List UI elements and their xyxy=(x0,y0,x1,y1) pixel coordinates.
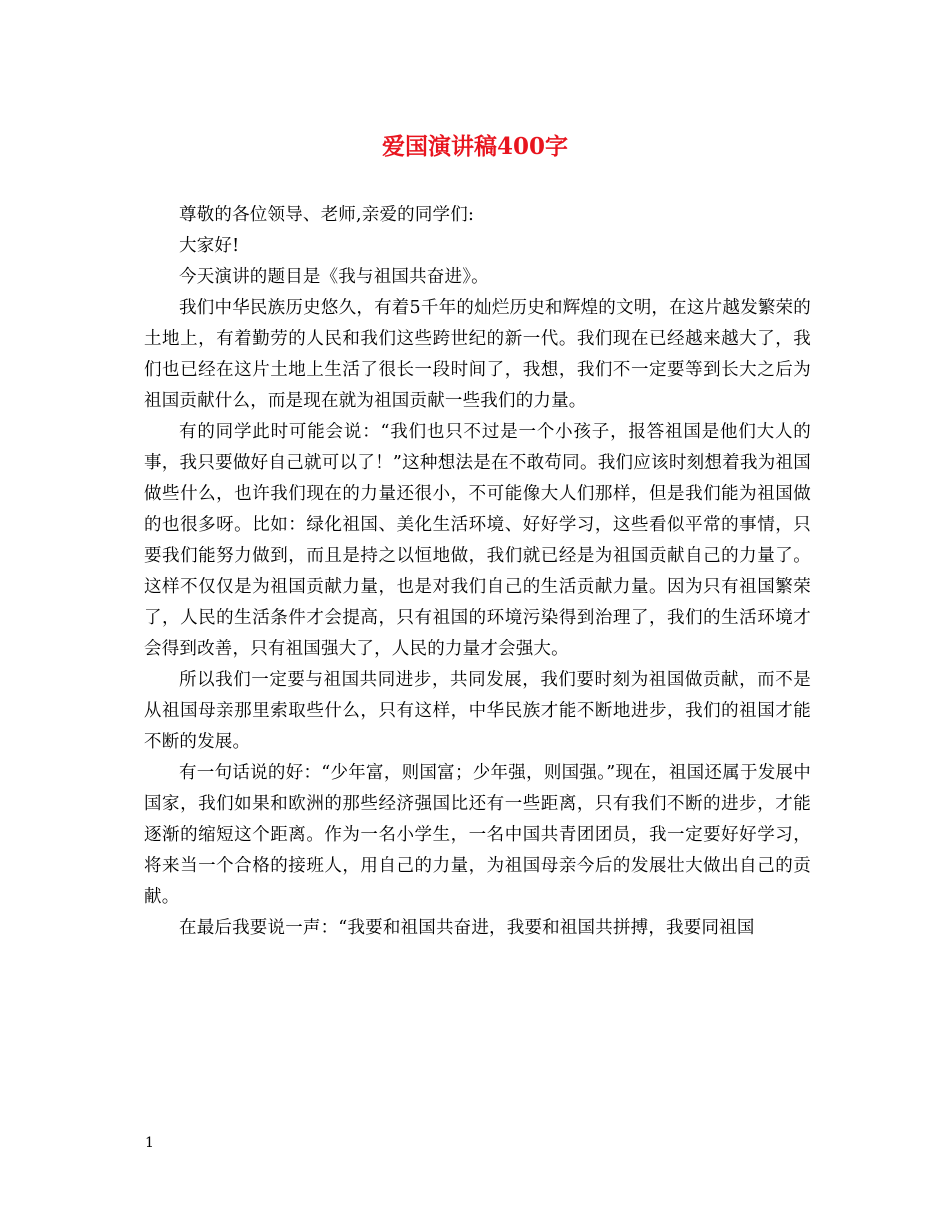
body-paragraph: 有的同学此时可能会说：“我们也只不过是一个小孩子，报答祖国是他们大人的事，我只要做好自己就可以了！”这种想法是在不敢苟同。我们应该时刻想着我为祖国做些什么，也许我们现在的力量还很小，不可能像大人们那样，但是我们能为祖国做的也很多呀。比如：绿化祖国、美化生活环境、好好学习，这些看似平常的事情，只要我们能努力做到，而且是持之以恒地做，我们就已经是为祖国贡献自己的力量了。这样不仅仅是为祖国贡献力量，也是对我们自己的生活贡献力量。因为只有祖国繁荣了，人民的生活条件才会提高，只有祖国的环境污染得到治理了，我们的生活环境才会得到改善，只有祖国强大了，人民的力量才会强大。 xyxy=(144,422,811,659)
greeting-paragraph: 大家好! xyxy=(179,236,240,256)
salutation-paragraph: 尊敬的各位领导、老师,亲爱的同学们: xyxy=(179,205,475,225)
topic-paragraph: 今天演讲的题目是《我与祖国共奋进》。 xyxy=(179,267,489,287)
body-paragraph: 有一句话说的好：“少年富，则国富；少年强，则国强。”现在，祖国还属于发展中国家，我们如果和欧洲的那些经济强国比还有一些距离，只有我们不断的进步，才能逐渐的缩短这个距离。作为一名小学生，一名中国共青团团员，我一定要好好学习，将来当一个合格的接班人，用自己的力量，为祖国母亲今后的发展壮大做出自己的贡献。 xyxy=(144,763,811,907)
body-paragraph: 所以我们一定要与祖国共同进步，共同发展，我们要时刻为祖国做贡献，而不是从祖国母亲那里索取些什么，只有这样，中华民族才能不断地进步，我们的祖国才能不断的发展。 xyxy=(144,670,811,752)
body-paragraph: 在最后我要说一声：“我要和祖国共奋进，我要和祖国共拼搏，我要同祖国 xyxy=(179,918,755,938)
document-body xyxy=(144,200,811,944)
page-number: 1 xyxy=(145,1135,154,1151)
document-title: 爱国演讲稿400字 xyxy=(381,133,568,160)
body-paragraph: 我们中华民族历史悠久，有着5千年的灿烂历史和辉煌的文明，在这片越发繁荣的土地上，有着勤劳的人民和我们这些跨世纪的新一代。我们现在已经越来越大了，我们也已经在这片土地上生活了很长一段时间了，我想，我们不一定要等到长大之后为祖国贡献什么，而是现在就为祖国贡献一些我们的力量。 xyxy=(144,298,811,411)
